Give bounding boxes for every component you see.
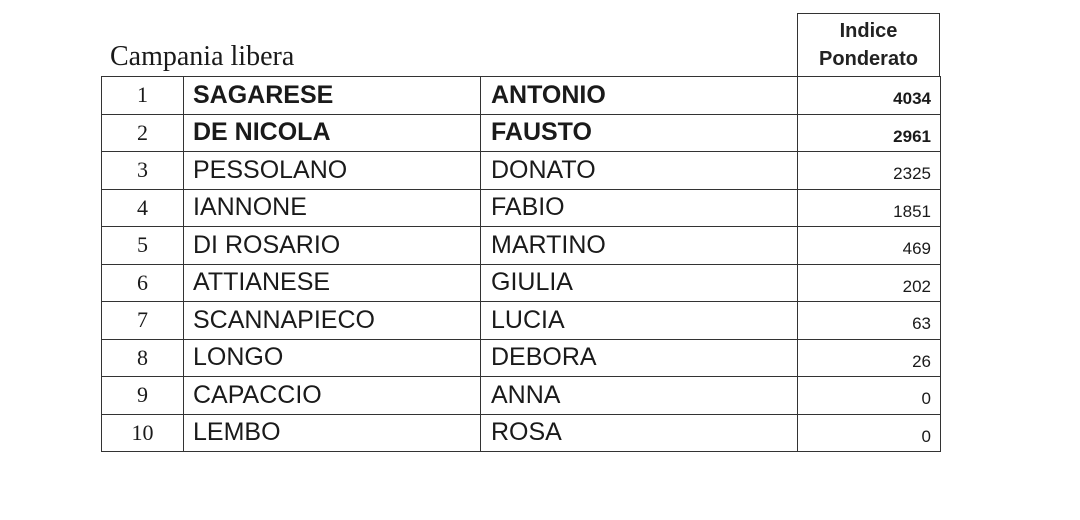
table-row: [102, 339, 941, 377]
index-header-line-1: Indice: [839, 20, 898, 42]
rank-cell: 5: [102, 227, 184, 265]
index-cell: 2961: [798, 114, 941, 152]
surname-cell: PESSOLANO: [184, 152, 481, 190]
table-row: [102, 227, 941, 265]
surname-cell: SCANNAPIECO: [184, 302, 481, 340]
candidates-table: [101, 76, 941, 452]
table-row: [102, 114, 941, 152]
name-cell: DEBORA: [481, 339, 798, 377]
index-cell: 0: [798, 377, 941, 415]
name-cell: ROSA: [481, 414, 798, 452]
surname-cell: CAPACCIO: [184, 377, 481, 415]
table-row: [102, 302, 941, 340]
table-row: [102, 264, 941, 302]
rank-cell: 7: [102, 302, 184, 340]
name-cell: FABIO: [481, 189, 798, 227]
surname-cell: LONGO: [184, 339, 481, 377]
index-column-header: [797, 13, 940, 76]
index-cell: 4034: [798, 77, 941, 115]
name-cell: ANNA: [481, 377, 798, 415]
index-cell: 0: [798, 414, 941, 452]
rank-cell: 2: [102, 114, 184, 152]
table-row: [102, 189, 941, 227]
table-row: [102, 414, 941, 452]
table-row: [102, 377, 941, 415]
index-cell: 469: [798, 227, 941, 265]
list-title: Campania libera: [110, 41, 295, 72]
rank-cell: 8: [102, 339, 184, 377]
surname-cell: LEMBO: [184, 414, 481, 452]
surname-cell: SAGARESE: [184, 77, 481, 115]
name-cell: LUCIA: [481, 302, 798, 340]
index-cell: 1851: [798, 189, 941, 227]
rank-cell: 10: [102, 414, 184, 452]
index-cell: 2325: [798, 152, 941, 190]
index-cell: 63: [798, 302, 941, 340]
rank-cell: 9: [102, 377, 184, 415]
name-cell: ANTONIO: [481, 77, 798, 115]
name-cell: MARTINO: [481, 227, 798, 265]
table-row: [102, 77, 941, 115]
rank-cell: 4: [102, 189, 184, 227]
table-row: [102, 152, 941, 190]
index-header-line-2: Ponderato: [819, 48, 918, 70]
name-cell: GIULIA: [481, 264, 798, 302]
name-cell: DONATO: [481, 152, 798, 190]
index-cell: 26: [798, 339, 941, 377]
surname-cell: DE NICOLA: [184, 114, 481, 152]
surname-cell: ATTIANESE: [184, 264, 481, 302]
index-cell: 202: [798, 264, 941, 302]
surname-cell: DI ROSARIO: [184, 227, 481, 265]
rank-cell: 3: [102, 152, 184, 190]
rank-cell: 1: [102, 77, 184, 115]
surname-cell: IANNONE: [184, 189, 481, 227]
name-cell: FAUSTO: [481, 114, 798, 152]
rank-cell: 6: [102, 264, 184, 302]
